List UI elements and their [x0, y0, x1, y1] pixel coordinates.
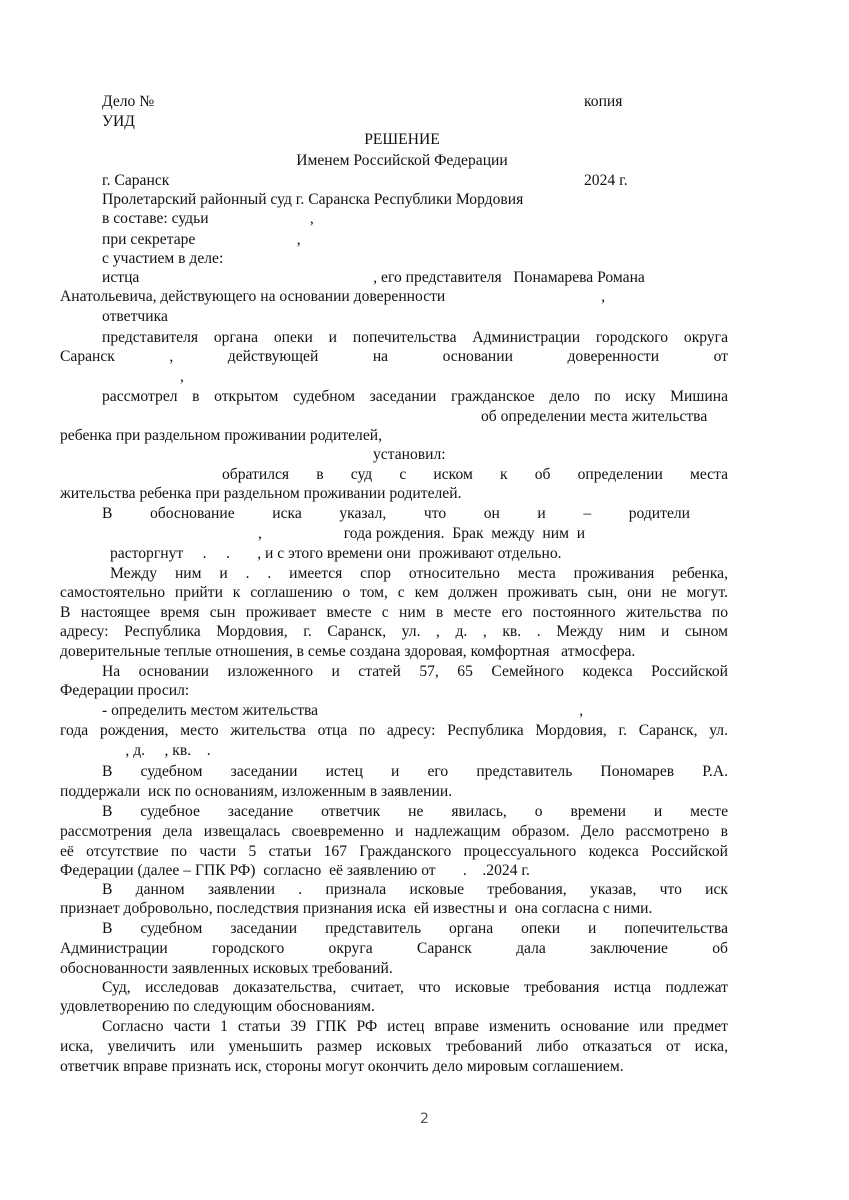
- paragraph-line: Федерации просил:: [60, 682, 190, 699]
- guardian-line: представителя органа опеки и попечительства Администрации городского округа: [102, 329, 728, 346]
- paragraph-line: иска, увеличить или уменьшить размер исковых требований либо отказаться от иска,: [60, 1038, 728, 1055]
- case-number-label: Дело №: [102, 93, 155, 110]
- paragraph-line: - определить местом жительства ,: [102, 702, 584, 719]
- paragraph-line: В судебном заседании истец и его представитель Пономарев Р.А.: [102, 763, 728, 780]
- plaintiff-line: Анатольевича, действующего на основании доверенности ,: [60, 288, 606, 305]
- place: г. Саранск: [102, 172, 170, 189]
- paragraph-line: На основании изложенного и статей 57, 65 Семейного кодекса Российской: [102, 663, 728, 680]
- considered-line: ребенка при раздельном проживании родителей,: [60, 427, 383, 444]
- paragraph-line: В судебное заседание ответчик не явилась, о времени и месте: [102, 803, 728, 820]
- paragraph-line: обратился в суд с иском к об определении места: [222, 466, 728, 483]
- defendant-line: ответчика: [102, 308, 168, 325]
- paragraph-line: , д. , кв. .: [102, 742, 211, 759]
- paragraph-line: Федерации (далее – ГПК РФ) согласно её заявлению от . .2024 г.: [60, 862, 530, 879]
- paragraph-line: Согласно части 1 статьи 39 ГПК РФ истец вправе изменить основание или предмет: [102, 1018, 728, 1035]
- paragraph-line: обоснованности заявленных исковых требований.: [60, 960, 393, 977]
- participants-line: с участием в деле:: [102, 250, 224, 267]
- paragraph-line: В данном заявлении . признала исковые требования, указав, что иск: [102, 881, 728, 898]
- document-subtitle: Именем Российской Федерации: [296, 152, 508, 169]
- paragraph-line: адресу: Республика Мордовия, г. Саранск, ул. , д. , кв. . Между ним и сыном: [60, 623, 728, 640]
- paragraph-line: В обоснование иска указал, что он и – родители: [102, 505, 690, 522]
- paragraph-line: рассмотрения дела извещалась своевременно и надлежащим образом. Дело рассмотрено в: [60, 823, 728, 840]
- paragraph-line: доверительные теплые отношения, в семье создана здоровая, комфортная атмосфера.: [60, 643, 636, 660]
- copy-label: копия: [584, 93, 623, 110]
- paragraph-line: Администрации городского округа Саранск дала заключение об: [60, 940, 728, 957]
- paragraph-line: жительства ребенка при раздельном проживании родителей.: [60, 485, 462, 502]
- paragraph-line: поддержали иск по основаниям, изложенным в заявлении.: [60, 783, 453, 800]
- court-name: Пролетарский районный суд г. Саранска Республики Мордовия: [102, 191, 524, 208]
- paragraph-line: В судебном заседании представитель органа опеки и попечительства: [102, 920, 728, 937]
- paragraph-line: Между ним и . . имеется спор относительно места проживания ребенка,: [110, 565, 728, 582]
- paragraph-line: расторгнут . . , и с этого времени они проживают отдельно.: [110, 545, 562, 562]
- uid-label: УИД: [102, 113, 135, 130]
- considered-line: об определении места жительства: [481, 408, 708, 425]
- paragraph-line: В настоящее время сын проживает вместе с ним в месте его постоянного жительства по: [60, 604, 728, 621]
- page-number: 2: [420, 1111, 429, 1127]
- paragraph-line: Суд, исследовав доказательства, считает, что исковые требования истца подлежат: [102, 979, 728, 996]
- paragraph-line: самостоятельно прийти к соглашению о том, с кем должен проживать сын, они не могут.: [60, 584, 728, 601]
- plaintiff-line: истца , его представителя Понамарева Романа: [102, 269, 645, 286]
- paragraph-line: , года рождения. Брак между ним и: [258, 525, 586, 542]
- paragraph-line: ответчик вправе признать иск, стороны могут окончить дело мировым соглашением.: [60, 1058, 624, 1075]
- established-heading: установил:: [373, 446, 446, 463]
- secretary-line: при секретаре ,: [102, 231, 301, 248]
- document-title: РЕШЕНИЕ: [364, 131, 440, 148]
- judge-line: в составе: судьи ,: [102, 210, 314, 227]
- date: 2024 г.: [584, 172, 628, 189]
- paragraph-line: удовлетворению по следующим обоснованиям.: [60, 998, 375, 1015]
- guardian-line: Саранск , действующей на основании доверенности от: [60, 348, 728, 365]
- paragraph-line: её отсутствие по части 5 статьи 167 Гражданского процессуального кодекса Российской: [60, 843, 728, 860]
- paragraph-line: признает добровольно, последствия признания иска ей известны и она согласна с ними.: [60, 900, 653, 917]
- paragraph-line: года рождения, место жительства отца по адресу: Республика Мордовия, г. Саранск, ул.: [60, 722, 728, 739]
- considered-line: рассмотрел в открытом судебном заседании гражданское дело по иску Мишина: [102, 388, 728, 405]
- guardian-line: ,: [102, 368, 184, 385]
